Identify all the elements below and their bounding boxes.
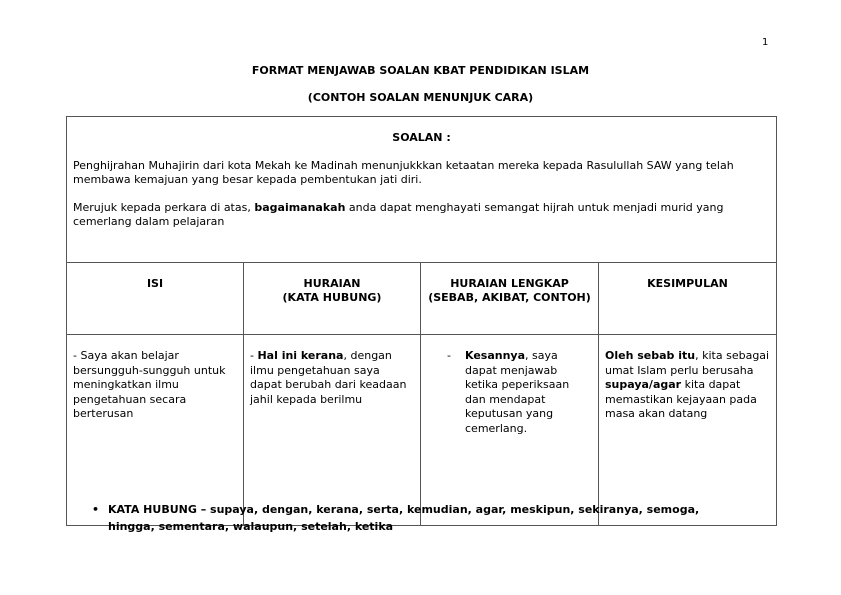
question-text-post: anda dapat menghayati semangat hijrah untuk menjadi murid yang cemerlang dalam pelajaran [73, 201, 724, 228]
header-huraian-sub: (KATA HUBUNG) [282, 291, 382, 304]
question-keyword: bagaimanakah [254, 201, 346, 214]
huraian-text: , dengan ilmu pengetahuan saya dapat berubah dari keadaan jahil kepada berilmu [250, 349, 407, 406]
header-isi-label: ISI [146, 277, 164, 290]
question-paragraph-1: Penghijrahan Muhajirin dari kota Mekah ke Madinah menunjukkkan ketaatan mereka kepada Rasulullah SAW yang telah membawa kemajuan yang besar kepada pembentukan jati diri. [73, 159, 734, 186]
page-title: FORMAT MENJAWAB SOALAN KBAT PENDIDIKAN ISLAM [251, 64, 590, 77]
header-isi [67, 263, 244, 335]
header-huraian [244, 263, 421, 335]
question-cell [67, 117, 777, 263]
header-lengkap-label: HURAIAN LENGKAP [450, 277, 569, 290]
question-text-pre: Merujuk kepada perkara di atas, [73, 201, 255, 214]
kesimpulan-text-2: kita dapat memastikan kejayaan pada masa akan datang [605, 378, 757, 420]
page-subtitle: (CONTOH SOALAN MENUNJUK CARA) [307, 91, 534, 104]
lengkap-item [427, 349, 592, 436]
kata-hubung-note [92, 501, 742, 535]
answer-format-table [66, 116, 777, 526]
body-huraian [244, 335, 421, 526]
body-kesimpulan [599, 335, 777, 526]
kata-hubung-text: KATA HUBUNG – supaya, dengan, kerana, serta, kemudian, agar, meskipun, sekiranya, semoga, hingga, sementara, walaupun, setelah, ketika [108, 503, 700, 533]
header-row [67, 263, 777, 335]
lengkap-text: , saya dapat menjawab ketika peperiksaan dan mendapat keputusan yang cemerlang. [465, 349, 570, 435]
page-number: 1 [762, 37, 769, 48]
bullet-icon: • [92, 503, 100, 516]
question-paragraph-2 [73, 201, 770, 229]
header-lengkap-sub: (SEBAB, AKIBAT, CONTOH) [428, 291, 591, 304]
kesimpulan-keyword-2: supaya/agar [605, 378, 682, 391]
header-huraian-lengkap [421, 263, 599, 335]
lengkap-content [465, 349, 592, 436]
body-row [67, 335, 777, 526]
body-isi [67, 335, 244, 526]
kesimpulan-text-1: , kita sebagai umat Islam perlu berusaha [605, 349, 770, 377]
header-huraian-label: HURAIAN [303, 277, 361, 290]
huraian-keyword: Hal ini kerana [257, 349, 344, 362]
body-huraian-lengkap [421, 335, 599, 526]
isi-text: - Saya akan belajar bersungguh-sungguh untuk meningkatkan ilmu pengetahuan secara berterusan [73, 349, 226, 420]
lengkap-dash: - [447, 349, 451, 362]
header-kesimpulan [599, 263, 777, 335]
question-heading: SOALAN : [392, 131, 451, 144]
question-row [67, 117, 777, 263]
lengkap-keyword: Kesannya [465, 349, 526, 362]
header-kesimpulan-label: KESIMPULAN [647, 277, 728, 290]
huraian-prefix: - [250, 349, 258, 362]
kesimpulan-keyword-1: Oleh sebab itu [605, 349, 696, 362]
